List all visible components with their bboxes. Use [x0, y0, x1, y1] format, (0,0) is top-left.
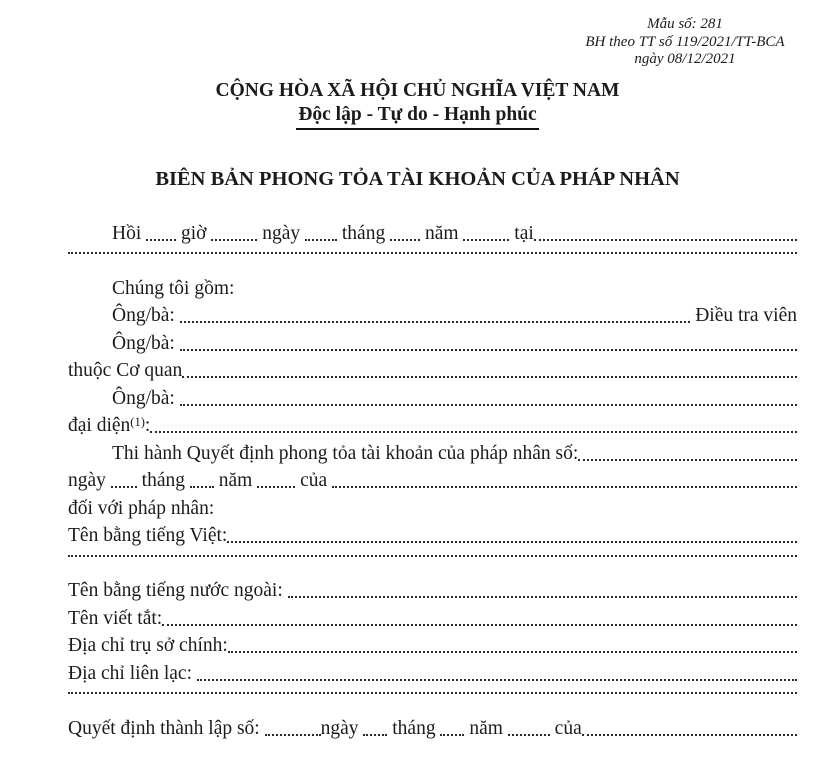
- form-meta-block: [560, 16, 810, 69]
- form-label-text: của: [549, 717, 582, 739]
- line-decision-date: [68, 467, 797, 495]
- dotted-fill-field: [463, 236, 509, 241]
- dotted-fill-field: [182, 373, 797, 378]
- form-label-text: đối với pháp nhân:: [68, 497, 215, 519]
- dotted-fill-field: [534, 236, 797, 241]
- line-dotted-continuation: [68, 550, 797, 578]
- form-label-text: năm: [464, 717, 508, 739]
- form-label-text: Tên viết tắt:: [68, 607, 163, 629]
- form-label-text: Chúng tôi gồm:: [112, 277, 235, 299]
- dotted-fill-field: [332, 483, 797, 488]
- form-label-text: thuộc Cơ quan: [68, 360, 183, 381]
- form-label-text: Ông/bà:: [112, 387, 180, 409]
- form-label-text: Quyết định thành lập số:: [68, 717, 265, 739]
- form-label-text: Thi hành Quyết định phong tỏa tài khoản của pháp nhân số:: [112, 442, 579, 464]
- dotted-fill-field: [162, 621, 797, 626]
- line-officer-2: [68, 330, 797, 358]
- form-label-text: năm: [213, 470, 258, 491]
- dotted-fill-field: [68, 689, 797, 694]
- dotted-fill-field: [111, 483, 137, 488]
- dotted-fill-field: [578, 456, 797, 461]
- line-legal-entity: [68, 495, 797, 523]
- form-label-text: tháng: [387, 717, 441, 739]
- line-head-office-address: [68, 632, 797, 660]
- line-abbreviated-name: [68, 605, 797, 633]
- dotted-fill-field: [508, 731, 550, 736]
- form-label-text: giờ: [176, 222, 212, 244]
- dotted-fill-field: [197, 676, 797, 681]
- form-label-text: ngày: [257, 222, 306, 244]
- dotted-fill-field: [390, 236, 420, 241]
- dotted-fill-field: [265, 731, 321, 736]
- line-representative: [68, 412, 797, 440]
- form-label-text: Địa chỉ trụ sở chính:: [68, 635, 228, 656]
- line-officer-3: [68, 385, 797, 413]
- line-we-include: [68, 275, 797, 303]
- dotted-fill-field: [305, 236, 337, 241]
- dotted-fill-field: [68, 249, 797, 254]
- form-label-text: Tên bằng tiếng Việt:: [68, 525, 228, 546]
- form-label-text: Ông/bà:: [112, 332, 180, 354]
- form-body: [68, 220, 797, 743]
- form-issuing-circular: BH theo TT số 119/2021/TT-BCA: [585, 33, 785, 50]
- line-vietnamese-name: [68, 522, 797, 550]
- form-label-text: tại: [509, 222, 534, 244]
- dotted-fill-field: [257, 483, 295, 488]
- form-label-text: Điều tra viên: [690, 305, 797, 326]
- form-number: Mẫu số: 281: [647, 16, 723, 32]
- footnote-reference: (1): [130, 415, 145, 429]
- form-label-text: Hồi: [112, 222, 147, 244]
- dotted-fill-field: [150, 428, 797, 433]
- line-officer-1: [68, 302, 797, 330]
- form-label-text: ngày: [320, 717, 364, 739]
- dotted-fill-field: [68, 552, 797, 557]
- dotted-fill-field: [146, 236, 176, 241]
- line-dotted-continuation: [68, 687, 797, 715]
- form-label-text: tháng: [136, 470, 190, 491]
- national-header: CỘNG HÒA XÃ HỘI CHỦ NGHĨA VIỆT NAM: [215, 79, 620, 101]
- document-title: BIÊN BẢN PHONG TỎA TÀI KHOẢN CỦA PHÁP NHÂN: [155, 167, 680, 190]
- dotted-fill-field: [582, 731, 797, 736]
- dotted-fill-field: [288, 593, 797, 598]
- dotted-fill-field: [180, 401, 797, 406]
- dotted-fill-field: [227, 538, 797, 543]
- line-decision-execute: [68, 440, 797, 468]
- dotted-fill-field: [440, 731, 464, 736]
- line-establishment-decision: [68, 715, 797, 743]
- form-issue-date: ngày 08/12/2021: [634, 51, 736, 67]
- line-time-place: [68, 220, 797, 248]
- form-label-text: ngày: [68, 470, 111, 491]
- line-contact-address: [68, 660, 797, 688]
- form-label-text: năm: [420, 222, 464, 244]
- line-dotted-continuation: [68, 247, 797, 275]
- form-label-text: Tên bằng tiếng nước ngoài:: [68, 580, 288, 601]
- line-foreign-name: [68, 577, 797, 605]
- dotted-fill-field: [190, 483, 214, 488]
- form-label-text: của: [295, 470, 332, 491]
- form-label-text: tháng: [337, 222, 391, 244]
- form-label-text: Ông/bà:: [112, 305, 180, 326]
- national-motto: Độc lập - Tự do - Hạnh phúc: [296, 103, 538, 130]
- dotted-fill-field: [228, 648, 797, 653]
- dotted-fill-field: [180, 318, 691, 323]
- document-page: [0, 16, 835, 758]
- line-agency: [68, 357, 797, 385]
- dotted-fill-field: [363, 731, 387, 736]
- dotted-fill-field: [180, 346, 797, 351]
- dotted-fill-field: [211, 236, 257, 241]
- national-motto-wrap: [0, 103, 835, 130]
- form-label-text: Địa chỉ liên lạc:: [68, 662, 197, 684]
- form-label-text: :: [144, 415, 151, 436]
- form-label-text: đại diện: [68, 415, 131, 436]
